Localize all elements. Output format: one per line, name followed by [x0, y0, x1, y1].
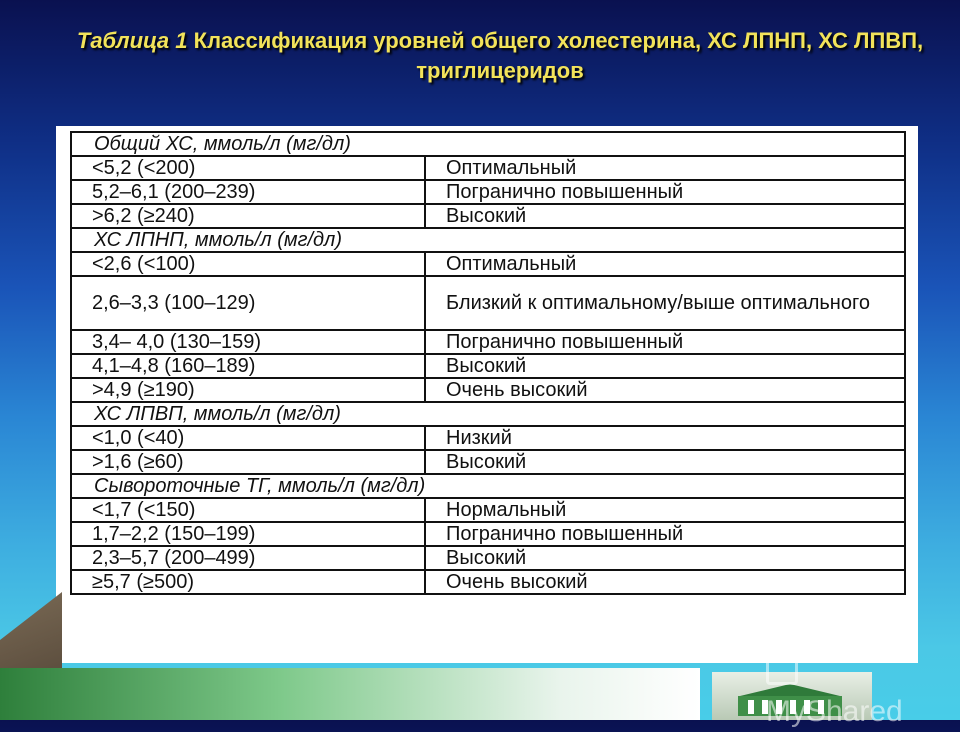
range-cell: 2,6–3,3 (100–129) — [71, 276, 425, 330]
level-cell: Погранично повышенный — [425, 522, 905, 546]
table-row — [71, 426, 905, 450]
range-cell: 3,4– 4,0 (130–159) — [71, 330, 425, 354]
table-row — [71, 354, 905, 378]
watermark — [766, 652, 936, 728]
level-cell: Оптимальный — [425, 156, 905, 180]
table-row — [71, 180, 905, 204]
slide-title — [70, 26, 930, 86]
group-header-row — [71, 474, 905, 498]
range-cell: >6,2 (≥240) — [71, 204, 425, 228]
decorative-bottom-bar — [0, 668, 700, 720]
level-cell: Высокий — [425, 546, 905, 570]
level-cell: Очень высокий — [425, 378, 905, 402]
level-cell: Высокий — [425, 450, 905, 474]
classification-table — [70, 131, 906, 595]
table-row — [71, 546, 905, 570]
group-header-row — [71, 402, 905, 426]
level-cell: Оптимальный — [425, 252, 905, 276]
decorative-hill — [0, 592, 62, 672]
range-cell: 5,2–6,1 (200–239) — [71, 180, 425, 204]
group-header-row — [71, 132, 905, 156]
group-header-row — [71, 228, 905, 252]
level-cell: Погранично повышенный — [425, 180, 905, 204]
table-number: Таблица 1 — [76, 28, 188, 53]
range-cell: <5,2 (<200) — [71, 156, 425, 180]
level-cell: Высокий — [425, 204, 905, 228]
range-cell: >4,9 (≥190) — [71, 378, 425, 402]
level-cell: Очень высокий — [425, 570, 905, 594]
table-row — [71, 156, 905, 180]
watermark-text: MyShared — [766, 695, 903, 728]
table-row — [71, 276, 905, 330]
range-cell: 4,1–4,8 (160–189) — [71, 354, 425, 378]
level-cell: Высокий — [425, 354, 905, 378]
level-cell: Нормальный — [425, 498, 905, 522]
range-cell: 2,3–5,7 (200–499) — [71, 546, 425, 570]
group-header: ХС ЛПНП, ммоль/л (мг/дл) — [71, 228, 905, 252]
table-row — [71, 378, 905, 402]
range-cell: <1,7 (<150) — [71, 498, 425, 522]
table-row — [71, 204, 905, 228]
title-text: Классификация уровней общего холестерина, ХС ЛПНП, ХС ЛПВП, триглицеридов — [193, 28, 924, 83]
range-cell: 1,7–2,2 (150–199) — [71, 522, 425, 546]
table-row — [71, 252, 905, 276]
group-header: Общий ХС, ммоль/л (мг/дл) — [71, 132, 905, 156]
table-row — [71, 450, 905, 474]
table-row — [71, 570, 905, 594]
range-cell: ≥5,7 (≥500) — [71, 570, 425, 594]
range-cell: >1,6 (≥60) — [71, 450, 425, 474]
range-cell: <1,0 (<40) — [71, 426, 425, 450]
table-row — [71, 498, 905, 522]
range-cell: <2,6 (<100) — [71, 252, 425, 276]
watermark-icon — [766, 653, 798, 685]
table-row — [71, 330, 905, 354]
table-card — [56, 126, 918, 663]
level-cell: Низкий — [425, 426, 905, 450]
level-cell: Погранично повышенный — [425, 330, 905, 354]
group-header: ХС ЛПВП, ммоль/л (мг/дл) — [71, 402, 905, 426]
group-header: Сывороточные ТГ, ммоль/л (мг/дл) — [71, 474, 905, 498]
table-row — [71, 522, 905, 546]
level-cell: Близкий к оптимальному/выше оптимального — [425, 276, 905, 330]
